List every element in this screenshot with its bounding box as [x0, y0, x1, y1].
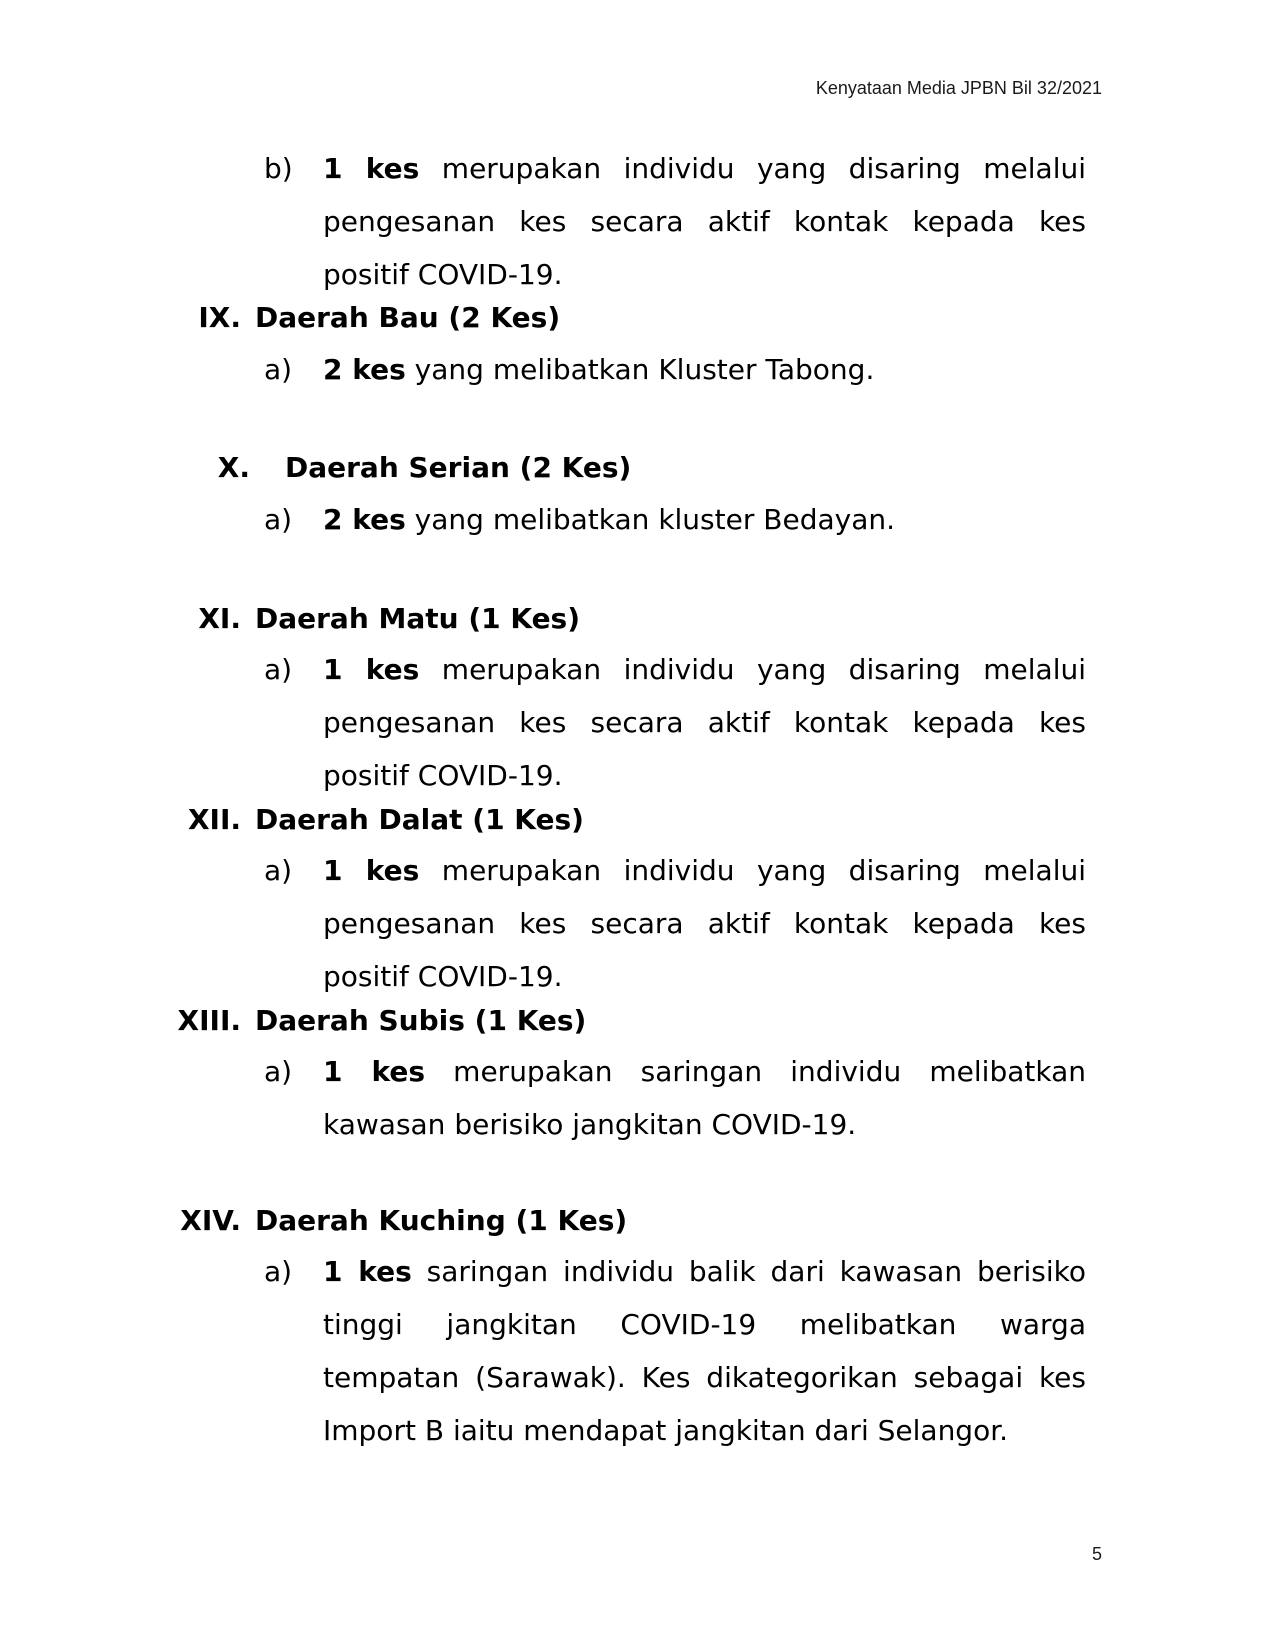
item-count: 1 kes — [323, 1055, 426, 1088]
item-description: yang melibatkan Kluster Tabong. — [405, 353, 875, 386]
item-text — [323, 343, 1086, 396]
item-label: a) — [264, 353, 293, 386]
section-title: Daerah Serian (2 Kes) — [285, 451, 632, 484]
section-number-xi: XI. — [198, 602, 241, 635]
page-header: Kenyataan Media JPBN Bil 32/2021 — [815, 78, 1102, 98]
section-number-xiii: XIII. — [177, 1004, 241, 1037]
item-label: a) — [264, 653, 293, 686]
section-title: Daerah Matu (1 Kes) — [255, 602, 581, 635]
item-label: b) — [264, 152, 293, 185]
section-title: Daerah Dalat (1 Kes) — [255, 803, 584, 836]
item-label: a) — [264, 1055, 293, 1088]
section-number-x: X. — [217, 451, 250, 484]
section-number-xii: XII. — [187, 803, 241, 836]
item-label: a) — [264, 854, 293, 887]
section-title: Daerah Subis (1 Kes) — [255, 1004, 587, 1037]
section-number-ix: IX. — [198, 301, 241, 334]
item-description: saringan individu balik dari kawasan berisiko tinggi jangkitan COVID-19 melibatkan warga tempatan (Sarawak). Kes dikategorikan sebagai kes Import B iaitu mendapat jangkitan dari Selangor. — [323, 1255, 1086, 1447]
section-title: Daerah Bau (2 Kes) — [255, 301, 561, 334]
item-text — [323, 844, 1086, 1003]
item-description: merupakan individu yang disaring melalui pengesanan kes secara aktif kontak kepada kes positif COVID-19. — [323, 152, 1086, 291]
item-text — [323, 643, 1086, 802]
item-description: merupakan saringan individu melibatkan kawasan berisiko jangkitan COVID-19. — [323, 1055, 1086, 1141]
section-title: Daerah Kuching (1 Kes) — [255, 1204, 628, 1237]
item-count: 2 kes — [323, 353, 406, 386]
section-number-xiv: XIV. — [180, 1204, 241, 1237]
item-description: merupakan individu yang disaring melalui pengesanan kes secara aktif kontak kepada kes positif COVID-19. — [323, 653, 1086, 792]
item-text — [323, 142, 1086, 301]
page-number: 5 — [1091, 1544, 1102, 1564]
item-label: a) — [264, 503, 293, 536]
item-description: merupakan individu yang disaring melalui pengesanan kes secara aktif kontak kepada kes positif COVID-19. — [323, 854, 1086, 993]
item-count: 2 kes — [323, 503, 406, 536]
item-text — [323, 1045, 1086, 1151]
item-label: a) — [264, 1255, 293, 1288]
item-text — [323, 1245, 1086, 1457]
item-count: 1 kes — [323, 1255, 412, 1288]
item-count: 1 kes — [323, 854, 420, 887]
item-count: 1 kes — [323, 653, 420, 686]
item-text — [323, 493, 1086, 546]
item-description: yang melibatkan kluster Bedayan. — [405, 503, 895, 536]
item-count: 1 kes — [323, 152, 420, 185]
